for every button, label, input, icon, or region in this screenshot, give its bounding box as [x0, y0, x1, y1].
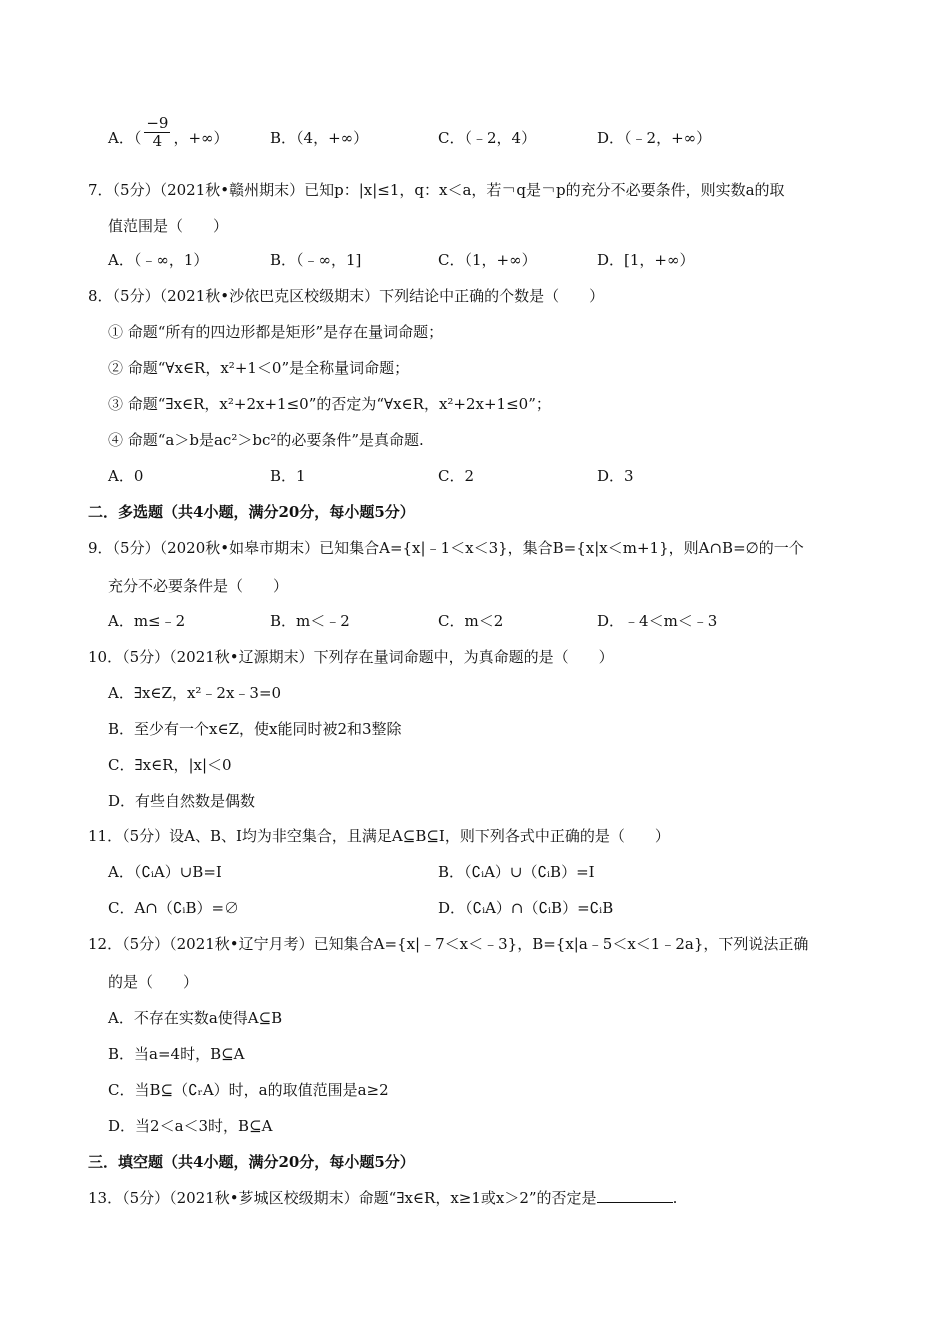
q7-stem-line2: 值范围是（ ） [108, 217, 229, 235]
q8-item-2: ② 命题“∀x∈R，x²+1＜0”是全称量词命题； [108, 359, 410, 377]
q8-option-d: D．3 [597, 467, 634, 485]
q6-option-a: A．（ $\frac{-9}{4}$ ，+∞） [108, 113, 229, 150]
section-2-heading: 二．多选题（共4小题，满分20分，每小题5分） [88, 503, 415, 521]
q8-options [0, 466, 950, 490]
q6-options [0, 113, 950, 150]
q11-stem: 11．（5分）设A、B、I均为非空集合，且满足A⊆B⊆I，则下列各式中正确的是（ ） [88, 827, 670, 845]
q7-option-b: B．（﹣∞，1] [270, 251, 362, 269]
q7-option-a: A．（﹣∞，1） [108, 251, 209, 269]
section-3-heading: 三．填空题（共4小题，满分20分，每小题5分） [88, 1153, 415, 1171]
q10-stem: 10．（5分）（2021秋•辽源期末）下列存在量词命题中，为真命题的是（ ） [88, 648, 614, 666]
q12-stem-line2: 的是（ ） [108, 973, 199, 991]
q7-option-d: D．[1，+∞） [597, 251, 695, 269]
q12-option-d: D．当2＜a＜3时，B⊆A [108, 1117, 273, 1135]
fraction-denominator: 4 [152, 131, 163, 150]
q9-options [0, 611, 950, 635]
q8-option-b: B．1 [270, 467, 306, 485]
answer-blank[interactable] [597, 1188, 673, 1203]
q11-option-b: B．（∁ᵢA）∪（∁ᵢB）=I [438, 863, 595, 881]
q11-options-row1 [0, 862, 950, 886]
q11-option-d: D．（∁ᵢA）∩（∁ᵢB）=∁ᵢB [438, 899, 614, 917]
q12-option-b: B．当a=4时，B⊆A [108, 1045, 245, 1063]
q12-option-a: A．不存在实数a使得A⊆B [108, 1009, 283, 1027]
q7-stem-line1: 7．（5分）（2021秋•赣州期末）已知p：|x|≤1，q：x＜a，若￢q是￢p的充分不必要条件，则实数a的取 [88, 181, 785, 199]
fraction-numerator: −9 [146, 113, 169, 132]
q7-options [0, 250, 950, 274]
q10-option-c: C．∃x∈R，|x|＜0 [108, 756, 232, 774]
q11-option-a: A．（∁ᵢA）∪B=I [108, 863, 222, 881]
fraction [144, 115, 170, 150]
q8-item-1: ① 命题“所有的四边形都是矩形”是存在量词命题； [108, 323, 444, 341]
q10-option-d: D．有些自然数是偶数 [108, 792, 256, 810]
q9-option-d: D．﹣4＜m＜﹣3 [597, 612, 718, 630]
q6-option-c: C．（﹣2，4） [438, 129, 537, 147]
q10-option-a: A．∃x∈Z，x²﹣2x﹣3=0 [108, 684, 282, 702]
q9-stem-line2: 充分不必要条件是（ ） [108, 577, 289, 595]
q10-option-b: B．至少有一个x∈Z，使x能同时被2和3整除 [108, 720, 402, 738]
q8-option-c: C．2 [438, 467, 475, 485]
q9-stem-line1: 9．（5分）（2020秋•如皋市期末）已知集合A={x|﹣1＜x＜3}，集合B={x|x＜m+1}，则A∩B=∅的一个 [88, 539, 804, 557]
q8-item-4: ④ 命题“a＞b是ac²＞bc²的必要条件”是真命题. [108, 431, 424, 449]
q11-options-row2 [0, 898, 950, 922]
q6-option-d: D．（﹣2，+∞） [597, 129, 712, 147]
q9-option-c: C．m＜2 [438, 612, 504, 630]
q8-item-3: ③ 命题“∃x∈R，x²+2x+1≤0”的否定为“∀x∈R，x²+2x+1≤0”； [108, 395, 551, 413]
q11-option-c: C．A∩（∁ᵢB）=∅ [108, 899, 240, 917]
q9-option-a: A．m≤﹣2 [108, 612, 186, 630]
q8-option-a: A．0 [108, 467, 144, 485]
q7-option-c: C．（1，+∞） [438, 251, 537, 269]
q12-stem-line1: 12．（5分）（2021秋•辽宁月考）已知集合A={x|﹣7＜x＜﹣3}，B={x|a﹣5＜x＜1﹣2a}，下列说法正确 [88, 935, 809, 953]
q6-option-b: B．（4，+∞） [270, 129, 369, 147]
q13-stem: 13．（5分）（2021秋•芗城区校级期末）命题“∃x∈R，x≥1或x＞2”的否定是 . [88, 1189, 678, 1207]
q9-option-b: B．m＜﹣2 [270, 612, 350, 630]
q12-option-c: C．当B⊆（∁ᵣA）时，a的取值范围是a≥2 [108, 1081, 389, 1099]
q8-stem: 8．（5分）（2021秋•沙依巴克区校级期末）下列结论中正确的个数是（ ） [88, 287, 605, 305]
